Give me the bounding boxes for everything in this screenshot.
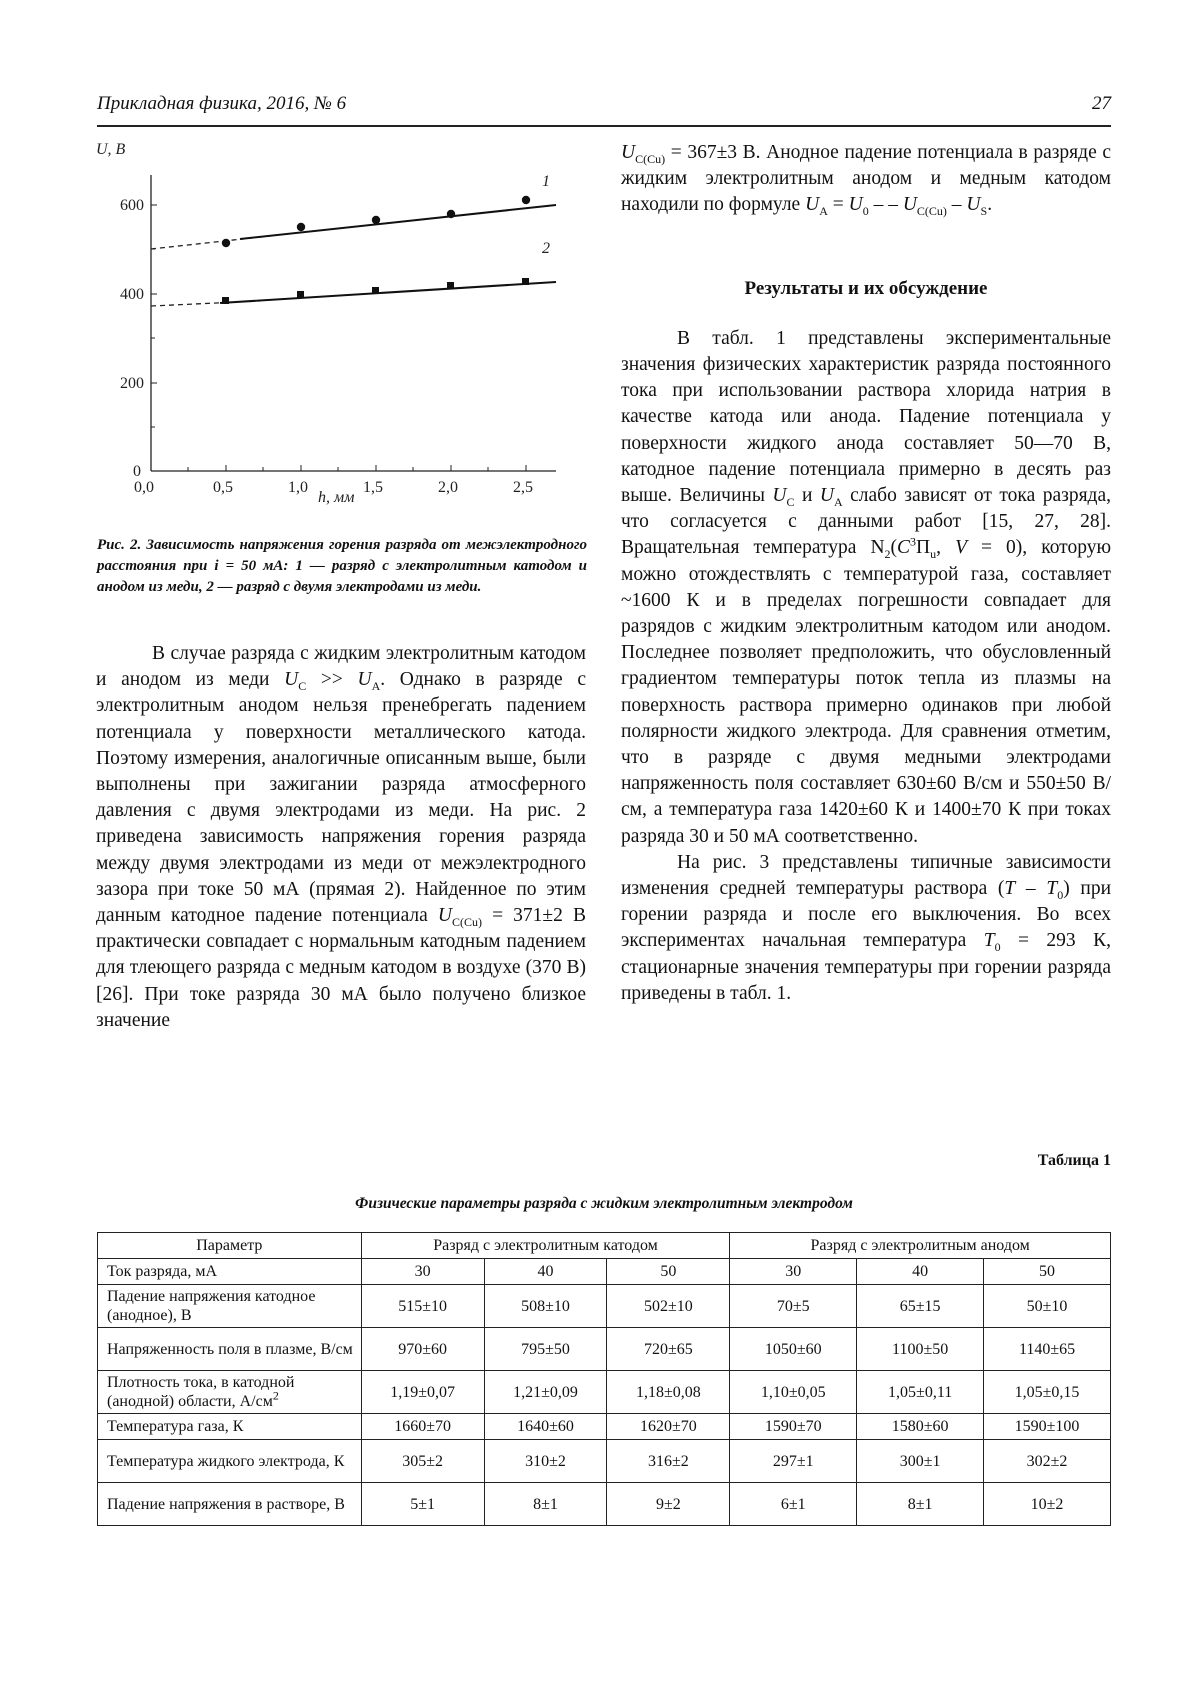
table-row: Плотность тока, в катодной (анодной) области, $А/см^2$ 1,19±0,07 1,21±0,09 1,18±0,08 1,10±0,05 1,05±0,11 1,05±0,15 — [98, 1371, 1111, 1414]
series-1 — [151, 173, 556, 249]
x-tick-1-0: 1,0 — [288, 479, 308, 496]
header-rule — [97, 125, 1111, 127]
section-heading: Результаты и их обсуждение — [744, 277, 988, 299]
x-tick-1-5: 1,5 — [363, 479, 383, 496]
journal-title: Прикладная физика, 2016, № 6 — [97, 93, 347, 114]
x-tick-0-0: 0,0 — [134, 479, 154, 496]
column-header: Параметр — [98, 1233, 362, 1259]
x-tick-2-0: 2,0 — [438, 479, 458, 496]
y-axis-label: U, В — [96, 141, 126, 158]
paragraph: В случае разряда с жидким электролитным катодом и анодом из меди $U_C >> U_A$. Однако в разряде с электролитным анодом нельзя пренебрегать падением потенциала у поверхности металлического катода. Поэтому измерения, аналогичные описанным выше, были выполнены при зажигании разряда атмосферного давления с двумя электродами из меди. На рис. 2 приведена зависимость напряжения горения разряда между двумя электродами из меди от межэлектродного зазора при токе 50 мА (прямая 2). Найденное по этим данным катодное падение потенциала $U_{C(Cu)} = 371\pm 2$ В практически совпадает с нормальным катодным падением для тлеющего разряда с медным катодом в воздухе (370 В) [26]. При токе разряда 30 мА было получено близкое значение — [96, 643, 587, 1031]
table-header-row — [98, 1233, 1111, 1259]
data-table — [97, 1232, 1111, 1526]
column-group-header: Разряд с электролитным катодом — [361, 1233, 730, 1259]
paragraph: $U_{C(Cu)} = 367\pm 3$ В. Анодное падение потенциала в разряде с жидким электролитным анодом и медным катодом находили по формуле $U_A = U_0$ – – $U_{C(Cu)} - U_S$. — [621, 142, 1111, 219]
y-tick-200: 200 — [120, 375, 144, 392]
left-column — [96, 641, 586, 1034]
x-axis — [134, 465, 556, 506]
y-axis — [96, 141, 157, 480]
paragraph: В табл. 1 представлены экспериментальные значения физических характеристик разряда постоянного тока при использовании раствора хлорида натрия в качестве катода или анода. Падение потенциала у поверхности жидкого анода составляет 50—70 В, катодное падение потенциала примерно в десять раз выше. Величины $U_C$ и $U_A$ слабо зависят от тока разряда, что согласуется с данными работ [15, 27, 28]. Вращательная температура $N_2(C^3\Pi_u$, V = 0), которую можно отождествлять с температурой газа, составляет ~1600 К и в пределах погрешности совпадает для разрядов с жидким электролитным катодом или анодом. Последнее позволяет предположить, что обусловленный градиентом температуры поток тепла из плазмы на поверхность раствора примерно одинаков при любой полярности жидкого электрода. Для сравнения отметим, что в разряде с двумя медными электродами напряженность поля составляет 630±60 В/см и 550±50 В/см, а температура газа 1420±60 К и 1400±70 К при токах разряда 30 и 50 мА соответственно. — [621, 327, 1112, 847]
y-tick-0: 0 — [133, 463, 141, 480]
page-number: 27 — [1092, 93, 1111, 114]
right-column — [621, 140, 1111, 1007]
series-2 — [151, 240, 556, 306]
series-1-label: 1 — [542, 173, 550, 190]
table-label: Таблица 1 — [1037, 1152, 1111, 1169]
running-header — [97, 93, 1111, 115]
x-axis-label: h, мм — [318, 489, 355, 506]
x-tick-2-5: 2,5 — [513, 479, 533, 496]
table-row: Ток разряда, мА 30 40 50 30 40 50 — [98, 1259, 1111, 1285]
table-row: Температура жидкого электрода, К 305±2 310±2 316±2 297±1 300±1 302±2 — [98, 1440, 1111, 1483]
table-row: Температура газа, К 1660±70 1640±60 1620±70 1590±70 1580±60 1590±100 — [98, 1414, 1111, 1440]
column-group-header: Разряд с электролитным анодом — [730, 1233, 1111, 1259]
figure-caption: Рис. 2. Зависимость напряжения горения разряда от межэлектродного расстояния при i = 50 мА: 1 — разряд с электролитным катодом и анодом из меди, 2 — разряд с двумя электродами из меди. — [97, 537, 587, 595]
y-tick-400: 400 — [120, 286, 144, 303]
series-2-label: 2 — [542, 240, 550, 257]
figure-2-chart — [90, 135, 570, 515]
y-tick-600: 600 — [120, 197, 144, 214]
x-tick-0-5: 0,5 — [213, 479, 233, 496]
table-row: Падение напряжения катодное (анодное), В 515±10 508±10 502±10 70±5 65±15 50±10 — [98, 1285, 1111, 1328]
paragraph: На рис. 3 представлены типичные зависимости изменения средней температуры раствора $(T - T_0)$ при горении разряда и после его выключения. Во всех экспериментах начальная температура $T_0 = 293$ К, стационарные значения температуры при горении разряда приведены в табл. 1. — [621, 851, 1112, 1004]
table-row: Напряженность поля в плазме, В/см 970±60 795±50 720±65 1050±60 1100±50 1140±65 — [98, 1328, 1111, 1371]
table-title: Физические параметры разряда с жидким электролитным электродом — [355, 1195, 853, 1212]
table-row: Падение напряжения в растворе, В 5±1 8±1 9±2 6±1 8±1 10±2 — [98, 1483, 1111, 1526]
